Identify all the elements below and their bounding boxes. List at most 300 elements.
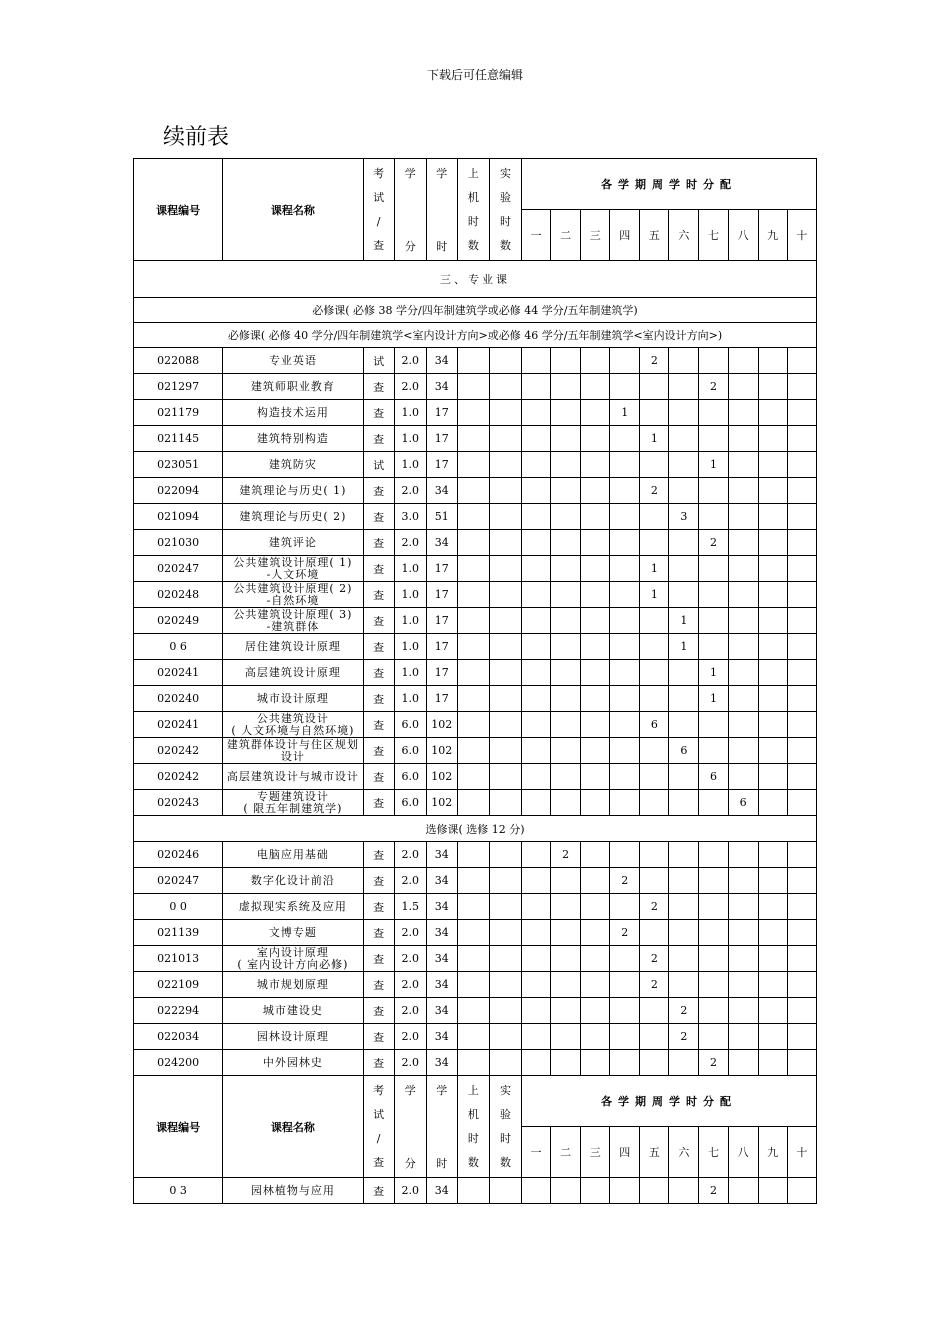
term-5-hours [640, 634, 669, 660]
header-credit [394, 159, 426, 261]
term-3-hours [581, 1178, 610, 1204]
term-3-hours [581, 504, 610, 530]
term-3-hours [581, 920, 610, 946]
term-7-hours: 2 [699, 1178, 728, 1204]
header-term-9: 九 [758, 210, 787, 261]
term-5-hours [640, 1050, 669, 1076]
exam-type: 试 [363, 452, 394, 478]
term-6-hours [669, 868, 699, 894]
course-name-line: ( 人文环境与自然环境) [231, 723, 355, 737]
header-credit-char: 学 [404, 1083, 416, 1097]
exam-type: 查 [363, 842, 394, 868]
term-10-hours [787, 764, 816, 790]
term-3-hours [581, 764, 610, 790]
section-title: 三、专业课 [134, 261, 817, 298]
lab-hours [489, 738, 521, 764]
term-4-hours [610, 764, 640, 790]
term-8-hours [728, 868, 758, 894]
term-10-hours [787, 894, 816, 920]
table-row [134, 972, 817, 998]
course-name-line: 设计 [280, 749, 305, 763]
course-code: 020249 [134, 608, 223, 634]
table-row [134, 556, 817, 582]
term-1-hours [522, 946, 551, 972]
table-row [134, 1024, 817, 1050]
term-2-hours [551, 712, 581, 738]
term-4-hours [610, 686, 640, 712]
credit: 2.0 [394, 972, 426, 998]
header-computer-hours-char: 时 [467, 1132, 479, 1146]
hours: 34 [426, 998, 457, 1024]
course-code: 021094 [134, 504, 223, 530]
header-term-1: 一 [522, 210, 551, 261]
term-5-hours: 6 [640, 712, 669, 738]
credit: 2.0 [394, 478, 426, 504]
lab-hours [489, 1050, 521, 1076]
header-lab-hours-char: 数 [499, 1156, 511, 1170]
exam-type: 查 [363, 634, 394, 660]
term-7-hours: 2 [699, 1050, 728, 1076]
course-name-line: 园林植物与应用 [250, 1183, 335, 1197]
course-name-line: 城市建设史 [262, 1003, 323, 1017]
table-row [134, 348, 817, 374]
header-exam-type-char: 查 [373, 1156, 385, 1170]
term-3-hours [581, 452, 610, 478]
term-6-hours [669, 348, 699, 374]
table-row [134, 894, 817, 920]
course-name-line: -建筑群体 [266, 619, 320, 633]
term-7-hours [699, 400, 728, 426]
term-1-hours [522, 530, 551, 556]
table-row [134, 452, 817, 478]
term-3-hours [581, 530, 610, 556]
term-4-hours [610, 972, 640, 998]
table-row [134, 738, 817, 764]
term-9-hours [758, 842, 787, 868]
header-credit-char: 学 [404, 166, 416, 180]
term-7-hours [699, 946, 728, 972]
term-8-hours [728, 608, 758, 634]
credit: 1.0 [394, 582, 426, 608]
hours: 34 [426, 868, 457, 894]
term-10-hours [787, 738, 816, 764]
credit: 1.0 [394, 608, 426, 634]
term-8-hours [728, 686, 758, 712]
term-3-hours [581, 582, 610, 608]
course-name [223, 608, 363, 634]
hours: 17 [426, 634, 457, 660]
course-name-line: 专业英语 [268, 353, 317, 367]
header-computer-hours-char: 机 [467, 1107, 479, 1121]
header-term-5: 五 [640, 1127, 669, 1178]
term-10-hours [787, 374, 816, 400]
term-6-hours: 1 [669, 634, 699, 660]
term-10-hours [787, 972, 816, 998]
computer-hours [457, 920, 489, 946]
header-lab-hours-char: 验 [499, 1107, 511, 1121]
table-row [134, 920, 817, 946]
term-2-hours [551, 790, 581, 816]
term-3-hours [581, 842, 610, 868]
required-note-1: 必修课( 必修 38 学分/四年制建筑学或必修 44 学分/五年制建筑学) [134, 298, 817, 323]
term-2-hours [551, 972, 581, 998]
course-name-line: 建筑理论与历史( 2) [239, 509, 347, 523]
term-6-hours: 2 [669, 1024, 699, 1050]
term-1-hours [522, 400, 551, 426]
exam-type: 查 [363, 894, 394, 920]
header-hours-char: 学 [436, 166, 448, 180]
credit: 6.0 [394, 712, 426, 738]
term-7-hours [699, 790, 728, 816]
term-2-hours: 2 [551, 842, 581, 868]
header-term-6: 六 [669, 210, 699, 261]
section-title-row [134, 261, 817, 298]
table-row [134, 686, 817, 712]
term-2-hours [551, 1024, 581, 1050]
course-name [223, 1024, 363, 1050]
term-3-hours [581, 712, 610, 738]
course-name-line: 建筑评论 [268, 535, 317, 549]
term-9-hours [758, 764, 787, 790]
course-name-line: ( 室内设计方向必修) [237, 957, 349, 971]
term-4-hours [610, 582, 640, 608]
computer-hours [457, 972, 489, 998]
course-name [223, 712, 363, 738]
credit: 6.0 [394, 764, 426, 790]
course-name-line: 公共建筑设计 [256, 711, 329, 725]
hours: 17 [426, 686, 457, 712]
computer-hours [457, 608, 489, 634]
term-10-hours [787, 348, 816, 374]
exam-type: 查 [363, 764, 394, 790]
term-7-hours: 1 [699, 660, 728, 686]
term-7-hours [699, 582, 728, 608]
header-term-7: 七 [699, 1127, 728, 1178]
course-name [223, 920, 363, 946]
table-header-row [134, 1076, 817, 1127]
term-4-hours [610, 504, 640, 530]
computer-hours [457, 894, 489, 920]
lab-hours [489, 426, 521, 452]
header-term-5: 五 [640, 210, 669, 261]
header-computer-hours-char: 时 [467, 215, 479, 229]
course-code: 021145 [134, 426, 223, 452]
course-name-line: 建筑特别构造 [256, 431, 329, 445]
term-6-hours [669, 426, 699, 452]
course-name [223, 582, 363, 608]
exam-type: 查 [363, 868, 394, 894]
hours: 17 [426, 426, 457, 452]
header-lab-hours-char: 数 [499, 239, 511, 253]
header-hours [426, 159, 457, 261]
term-10-hours [787, 1024, 816, 1050]
lab-hours [489, 686, 521, 712]
computer-hours [457, 686, 489, 712]
computer-hours [457, 400, 489, 426]
term-2-hours [551, 868, 581, 894]
table-row [134, 868, 817, 894]
credit: 3.0 [394, 504, 426, 530]
credit: 1.0 [394, 660, 426, 686]
exam-type: 查 [363, 920, 394, 946]
course-code: 020247 [134, 868, 223, 894]
term-5-hours [640, 452, 669, 478]
term-5-hours: 1 [640, 582, 669, 608]
term-2-hours [551, 400, 581, 426]
exam-type: 查 [363, 972, 394, 998]
header-term-4: 四 [610, 210, 640, 261]
header-exam-type-char: 试 [373, 190, 385, 204]
term-8-hours [728, 764, 758, 790]
course-name-line: 建筑群体设计与住区规划 [226, 737, 359, 751]
term-3-hours [581, 478, 610, 504]
term-6-hours [669, 686, 699, 712]
term-5-hours [640, 738, 669, 764]
term-10-hours [787, 530, 816, 556]
course-name-line: 电脑应用基础 [256, 847, 329, 861]
course-code: 023051 [134, 452, 223, 478]
credit: 2.0 [394, 530, 426, 556]
hours: 102 [426, 764, 457, 790]
header-term-8: 八 [728, 210, 758, 261]
course-code: 020246 [134, 842, 223, 868]
header-exam-type [363, 159, 394, 261]
table-row [134, 374, 817, 400]
table-row [134, 608, 817, 634]
term-9-hours [758, 738, 787, 764]
term-2-hours [551, 478, 581, 504]
course-name [223, 400, 363, 426]
term-6-hours [669, 946, 699, 972]
term-2-hours [551, 582, 581, 608]
term-5-hours [640, 1178, 669, 1204]
page-header: 下载后可任意编辑 [426, 68, 523, 82]
computer-hours [457, 374, 489, 400]
term-6-hours [669, 478, 699, 504]
table-row [134, 582, 817, 608]
header-exam-type-char: 考 [373, 166, 385, 180]
header-hours-char: 时 [436, 239, 448, 253]
course-code: 020241 [134, 712, 223, 738]
course-name [223, 660, 363, 686]
computer-hours [457, 790, 489, 816]
exam-type: 查 [363, 686, 394, 712]
term-6-hours [669, 790, 699, 816]
hours: 17 [426, 608, 457, 634]
term-5-hours [640, 374, 669, 400]
term-6-hours [669, 712, 699, 738]
course-name-line: 公共建筑设计原理( 2) [233, 581, 353, 595]
term-6-hours [669, 660, 699, 686]
credit: 2.0 [394, 998, 426, 1024]
lab-hours [489, 868, 521, 894]
term-6-hours [669, 1178, 699, 1204]
course-name [223, 868, 363, 894]
lab-hours [489, 920, 521, 946]
term-2-hours [551, 452, 581, 478]
hours: 34 [426, 530, 457, 556]
hours: 34 [426, 946, 457, 972]
required-note-2-row [134, 323, 817, 348]
term-8-hours [728, 478, 758, 504]
table-header-row [134, 159, 817, 210]
term-10-hours [787, 556, 816, 582]
course-code: 022034 [134, 1024, 223, 1050]
term-7-hours [699, 868, 728, 894]
hours: 34 [426, 920, 457, 946]
term-6-hours [669, 582, 699, 608]
lab-hours [489, 452, 521, 478]
table-row [134, 660, 817, 686]
computer-hours [457, 634, 489, 660]
course-code: 022088 [134, 348, 223, 374]
lab-hours [489, 374, 521, 400]
header-term-3: 三 [581, 210, 610, 261]
table-row [134, 712, 817, 738]
header-course-name: 课程名称 [223, 159, 363, 261]
term-5-hours [640, 530, 669, 556]
term-6-hours [669, 920, 699, 946]
term-4-hours: 1 [610, 400, 640, 426]
term-10-hours [787, 452, 816, 478]
term-5-hours [640, 998, 669, 1024]
course-code: 021139 [134, 920, 223, 946]
credit: 2.0 [394, 842, 426, 868]
term-3-hours [581, 738, 610, 764]
credit: 2.0 [394, 1050, 426, 1076]
hours: 17 [426, 660, 457, 686]
course-name-line: 室内设计原理 [256, 945, 329, 959]
term-1-hours [522, 972, 551, 998]
credit: 2.0 [394, 920, 426, 946]
header-exam-type [363, 1076, 394, 1178]
course-name [223, 530, 363, 556]
term-4-hours [610, 426, 640, 452]
term-8-hours [728, 582, 758, 608]
course-name [223, 504, 363, 530]
table-row [134, 504, 817, 530]
term-5-hours: 2 [640, 894, 669, 920]
lab-hours [489, 478, 521, 504]
term-9-hours [758, 556, 787, 582]
header-exam-type-char: 查 [373, 239, 385, 253]
term-10-hours [787, 686, 816, 712]
course-code: 022109 [134, 972, 223, 998]
course-code: 020241 [134, 660, 223, 686]
exam-type: 查 [363, 504, 394, 530]
header-exam-type-char: / [376, 215, 381, 229]
term-9-hours [758, 400, 787, 426]
course-name-line: 中外园林史 [262, 1055, 323, 1069]
hours: 34 [426, 478, 457, 504]
term-1-hours [522, 582, 551, 608]
term-7-hours [699, 920, 728, 946]
term-3-hours [581, 998, 610, 1024]
term-6-hours [669, 374, 699, 400]
header-term-3: 三 [581, 1127, 610, 1178]
term-9-hours [758, 946, 787, 972]
header-computer-hours [457, 159, 489, 261]
lab-hours [489, 530, 521, 556]
term-9-hours [758, 998, 787, 1024]
term-5-hours [640, 686, 669, 712]
course-name-line: 专题建筑设计 [256, 789, 329, 803]
term-4-hours [610, 738, 640, 764]
term-6-hours [669, 972, 699, 998]
course-name [223, 738, 363, 764]
term-1-hours [522, 660, 551, 686]
term-7-hours [699, 348, 728, 374]
course-name-line: 园林设计原理 [256, 1029, 329, 1043]
term-9-hours [758, 426, 787, 452]
header-credit [394, 1076, 426, 1178]
computer-hours [457, 998, 489, 1024]
header-computer-hours-char: 机 [467, 190, 479, 204]
term-8-hours [728, 894, 758, 920]
header-exam-type-char: / [376, 1132, 381, 1146]
course-name-line: 居住建筑设计原理 [244, 639, 341, 653]
computer-hours [457, 504, 489, 530]
hours: 102 [426, 790, 457, 816]
term-6-hours: 6 [669, 738, 699, 764]
lab-hours [489, 972, 521, 998]
course-name [223, 634, 363, 660]
term-7-hours: 2 [699, 530, 728, 556]
table-row [134, 634, 817, 660]
lab-hours [489, 660, 521, 686]
exam-type: 查 [363, 946, 394, 972]
term-10-hours [787, 920, 816, 946]
term-9-hours [758, 1050, 787, 1076]
header-lab-hours-char: 实 [499, 1083, 511, 1097]
header-exam-type-char: 考 [373, 1083, 385, 1097]
table-row [134, 946, 817, 972]
hours: 102 [426, 712, 457, 738]
term-3-hours [581, 608, 610, 634]
course-name-line: 文博专题 [268, 925, 317, 939]
term-7-hours [699, 998, 728, 1024]
computer-hours [457, 738, 489, 764]
term-10-hours [787, 712, 816, 738]
course-code: 021013 [134, 946, 223, 972]
term-5-hours [640, 1024, 669, 1050]
term-5-hours: 1 [640, 426, 669, 452]
course-code: 021179 [134, 400, 223, 426]
term-1-hours [522, 894, 551, 920]
hours: 34 [426, 972, 457, 998]
term-8-hours [728, 1024, 758, 1050]
header-term-10: 十 [787, 210, 816, 261]
term-9-hours [758, 1024, 787, 1050]
course-name-line: 高层建筑设计与城市设计 [226, 769, 359, 783]
term-5-hours [640, 400, 669, 426]
course-name-line: 建筑理论与历史( 1) [239, 483, 347, 497]
course-name [223, 556, 363, 582]
term-4-hours: 2 [610, 920, 640, 946]
header-course-code: 课程编号 [134, 159, 223, 261]
header-lab-hours [489, 159, 521, 261]
term-4-hours [610, 790, 640, 816]
computer-hours [457, 1178, 489, 1204]
header-hours [426, 1076, 457, 1178]
lab-hours [489, 764, 521, 790]
term-8-hours [728, 920, 758, 946]
course-name [223, 1178, 363, 1204]
header-computer-hours-char: 上 [467, 166, 479, 180]
header-credit-char: 分 [404, 1156, 416, 1170]
term-2-hours [551, 348, 581, 374]
term-10-hours [787, 608, 816, 634]
